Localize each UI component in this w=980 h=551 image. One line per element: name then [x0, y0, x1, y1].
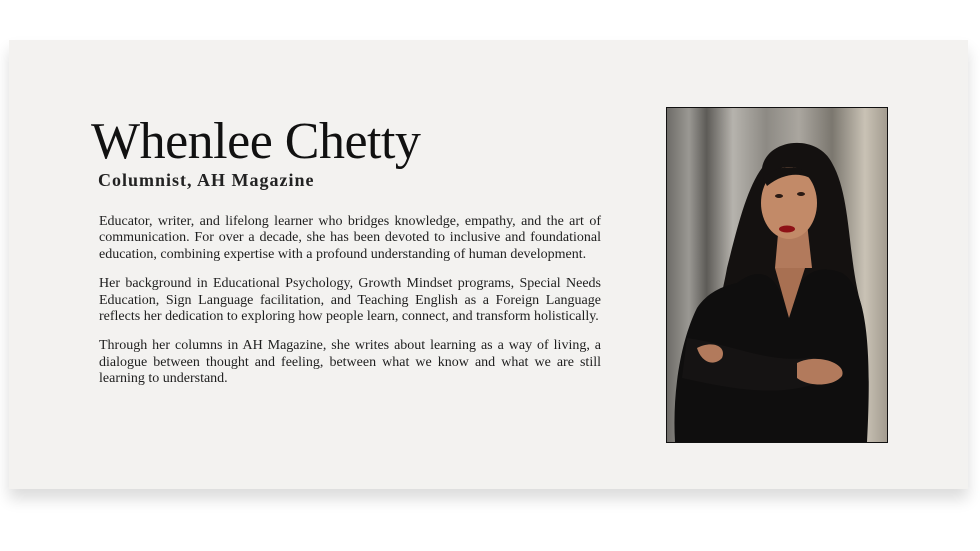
profile-card	[9, 40, 968, 489]
bio-paragraph: Her background in Educational Psychology, Growth Mindset programs, Special Needs Education, Sign Language facilitation, and Teaching English as a Foreign Language reflects her dedication to exploring how people learn, connect, and transform holistically.	[99, 276, 601, 325]
portrait-illustration	[667, 108, 887, 442]
bio-paragraph: Educator, writer, and lifelong learner who bridges knowledge, empathy, and the art of communication. For over a decade, she has been devoted to inclusive and foundational education, combining expertise with a profound understanding of human development.	[99, 214, 601, 262]
bio-paragraph: Through her columns in AH Magazine, she writes about learning as a way of living, a dialogue between thought and feeling, between what we know and what we are still learning to understand.	[99, 338, 601, 387]
profile-role: Columnist, AH Magazine	[98, 170, 315, 190]
profile-bio	[99, 214, 601, 401]
profile-name: Whenlee Chetty	[91, 113, 421, 170]
profile-photo	[666, 107, 888, 443]
